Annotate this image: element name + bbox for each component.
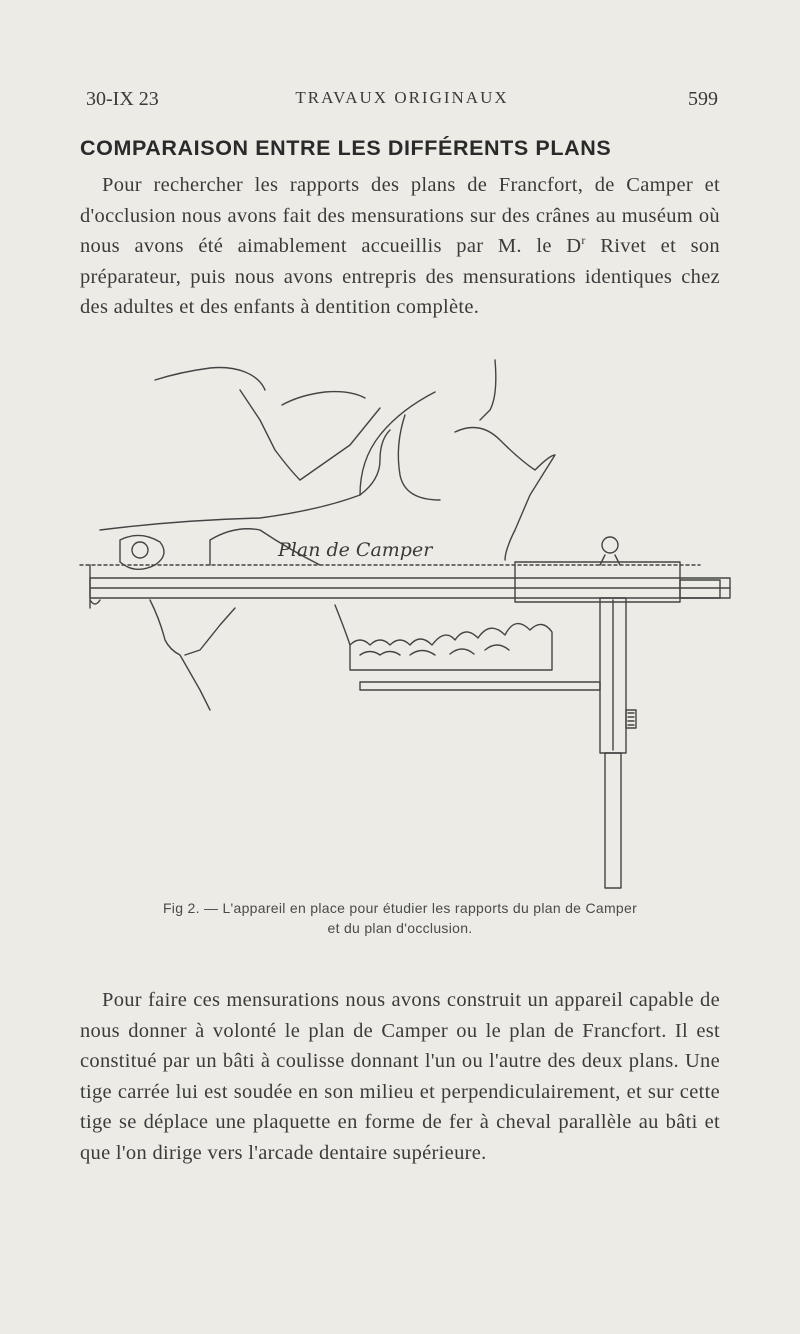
figure-label: Plan de Camper — [278, 539, 433, 561]
section-title: COMPARAISON ENTRE LES DIFFÉRENTS PLANS — [80, 136, 612, 160]
page-number: 599 — [688, 88, 718, 110]
header-section: TRAVAUX ORIGINAUX — [295, 88, 509, 107]
running-header — [86, 88, 718, 118]
caption-line-2: et du plan d'occlusion. — [327, 920, 473, 936]
paragraph-apparatus: Pour faire ces mensurations nous avons construit un appareil capable de nous donner à volonté le plan de Camper ou le plan de Francfort. Il est constitué par un bâti à coulisse donnant l'un ou l'autre des deux plans. Une tige carrée lui est soudée en son milieu et perpendiculairement, et sur cette tige se déplace une plaquette en forme de fer à cheval parallèle au bâti et que l'on dirige vers l'arcade dentaire supérieure. — [80, 989, 720, 1164]
figure-apparatus — [60, 350, 740, 900]
paragraph-intro — [80, 170, 720, 323]
paragraph-intro-text-a: Pour rechercher les rapports des plans de Francfort, de Camper et d'occlusion nous avons fait des mensurations sur des crânes au muséum où nous avons été aimablement accueillis par M. le D — [80, 174, 720, 257]
caption-line-1: Fig 2. — L'appareil en place pour étudier les rapports du plan de Camper — [162, 900, 638, 916]
figure-caption — [80, 898, 720, 938]
header-date: 30-IX 23 — [86, 88, 159, 110]
paragraph-intro-sup: r — [581, 233, 586, 248]
paragraph-intro-text-b: Rivet et son préparateur, puis nous avons entrepris des mensurations identiques chez des adultes et des enfants à dentition complète. — [80, 235, 720, 318]
